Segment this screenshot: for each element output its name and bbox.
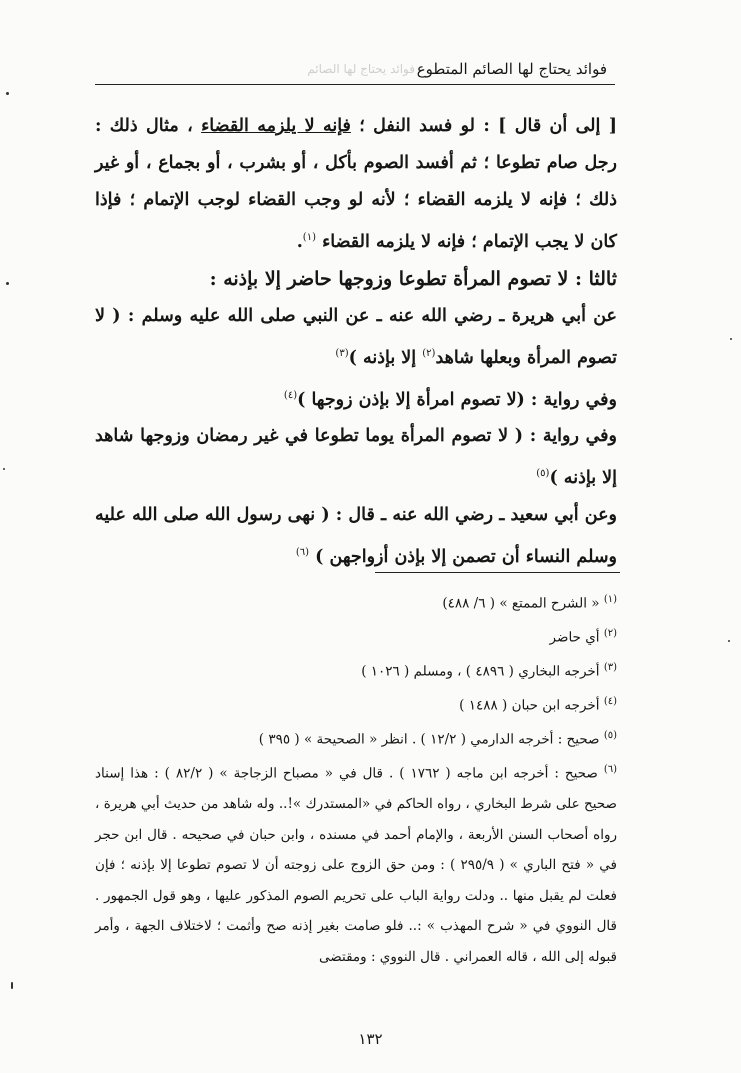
line-1-end: ، مثال ذلك : [95, 116, 202, 136]
footnote-5 [95, 721, 617, 755]
running-header [95, 58, 615, 85]
scan-speck [6, 92, 9, 95]
page-number: ١٣٢ [358, 1030, 383, 1048]
paragraph-1-rest: رجل صام تطوعا ؛ ثم أفسد الصوم بأكل ، أو بشرب ، أو بجماع ، أو غير ذلك ؛ فإنه لا يلزمه القضاء ؛ لأنه لو وجب القضاء لوجب الإتمام ؛ فإذا كان لا يجب الإتمام ؛ فإنه لا يلزمه القضاء [95, 153, 617, 252]
footnote-4-number: (٤) [603, 696, 617, 707]
paragraph-2 [95, 298, 617, 377]
footnote-separator [375, 572, 620, 573]
paragraph-4 [95, 418, 617, 497]
scan-speck [3, 468, 5, 470]
footnote-2-number: (٢) [603, 628, 617, 639]
footnote-6-text: صحيح : أخرجه ابن ماجه ( ١٧٦٢ ) . قال في « مصباح الزجاجة » ( ٨٢/٢ ) : هذا إسناد صحيح على شرط البخاري ، رواه الحاكم في «المستدرك »!.. وله شاهد من حديث أبي هريرة ، رواه أصحاب السنن الأربعة ، والإمام أحمد في مسنده ، وابن حبان في صحيحه . قال ابن حجر في « فتح الباري » ( ٢٩٥/٩ ) : ومن حق الزوج على زوجته أن لا تصوم تطوعا إلا بإذنه ؛ فإن فعلت لم يقبل منها .. ودلت رواية الباب على تحريم الصوم المذكور عليها ، وهو قول الجمهور . قال النووي في « شرح المهذب » :.. فلو صامت بغير إذنه صح وأثمت ؛ لاختلاف الجهة ، وأمر قبوله إلى الله ، قاله العمراني . قال النووي : ومقتضى [95, 765, 617, 965]
footnote-2 [95, 619, 617, 653]
scan-speck [11, 982, 13, 989]
hadith-abu-said: وعن أبي سعيد ـ رضي الله عنه ـ قال : ( نهى رسول الله صلى الله عليه وسلم النساء أن تصمن إلا بإذن أزواجهن ) [95, 505, 617, 568]
footnote-2-text: أي حاضر [549, 629, 600, 646]
footnote-ref-6: (٦) [295, 547, 310, 559]
narration-3: وفي رواية : ( لا تصوم المرأة يوما تطوعا في غير رمضان وزوجها شاهد إلا بإذنه ) [95, 426, 617, 489]
scan-speck [6, 282, 9, 285]
footnotes [95, 585, 617, 972]
footnote-5-text: صحيح : أخرجه الدارمي ( ١٢/٢ ) . انظر « الصحيحة » ( ٣٩٥ ) [258, 731, 600, 748]
footnote-5-number: (٥) [603, 730, 617, 741]
footnote-3 [95, 653, 617, 687]
footnote-ref-4: (٤) [283, 389, 298, 401]
footnote-ref-1: (١) [302, 232, 316, 243]
footnote-ref-5: (٥) [536, 468, 550, 480]
hadith-1-start: عن أبي هريرة ـ رضي الله عنه ـ عن النبي صلى الله عليه وسلم : ( لا تصوم المرأة وبعلها شاهد [95, 305, 617, 368]
footnote-1-number: (١) [603, 594, 617, 605]
hadith-1-end: إلا بإذنه ) [348, 347, 423, 368]
footnote-4-text: أخرجه ابن حبان ( ١٤٨٨ ) [459, 697, 600, 714]
footnote-3-number: (٣) [603, 662, 617, 673]
scan-speck [728, 640, 730, 642]
footnote-6-number: (٦) [603, 764, 618, 775]
footnote-1-text: « الشرح الممتع » ( ٦/ ٤٨٨) [442, 595, 600, 612]
narration-2: وفي رواية : (لا تصوم امرأة إلا بإذن زوجها ) [297, 389, 617, 410]
paragraph-1 [95, 108, 617, 261]
paragraph-3 [95, 377, 617, 419]
paragraph-1-end: . [296, 231, 303, 252]
footnote-3-text: أخرجه البخاري ( ٤٨٩٦ ) ، ومسلم ( ١٠٢٦ ) [361, 663, 600, 680]
footnote-ref-3: (٣) [335, 347, 349, 359]
header-title: فوائد يحتاج لها الصائم المتطوع [416, 60, 607, 78]
footnote-6 [95, 755, 617, 972]
main-text [95, 108, 617, 576]
header-bleed-through-text: فوائد يحتاج لها الصائم [307, 62, 415, 76]
underlined-phrase: فإنه لا يلزمه القضاء [201, 116, 351, 136]
section-heading: ثالثا : لا تصوم المرأة تطوعا وزوجها حاضر إلا بإذنه : [209, 267, 617, 290]
scan-speck [730, 338, 732, 340]
footnote-4 [95, 687, 617, 721]
footnote-ref-2: (٢) [422, 347, 436, 359]
paragraph-5 [95, 497, 617, 576]
footnote-1 [95, 585, 617, 619]
line-1-start: [ إلى أن قال ] : لو فسد النفل ؛ [350, 116, 617, 136]
